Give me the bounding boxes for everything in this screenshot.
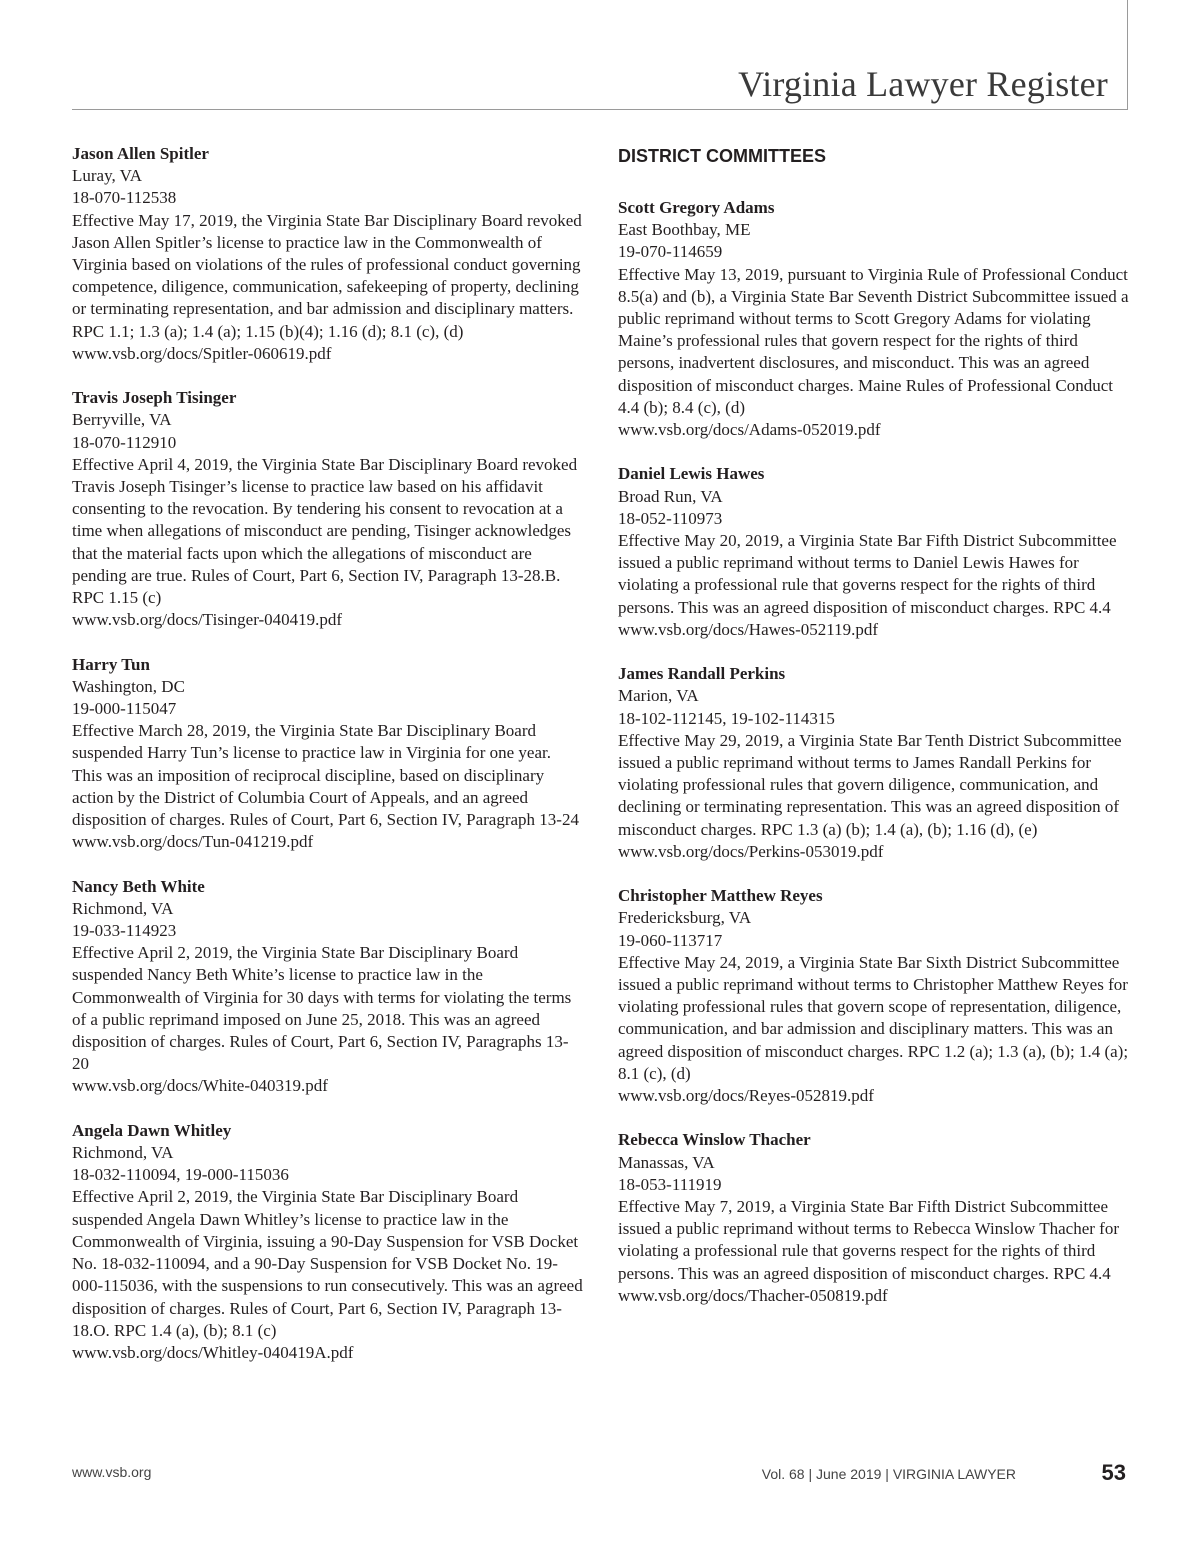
attorney-location: Berryville, VA: [72, 410, 172, 430]
docket-number: 18-032-110094, 19-000-115036: [72, 1165, 289, 1185]
disciplinary-entry: [618, 463, 1130, 641]
footer-website[interactable]: www.vsb.org: [72, 1464, 152, 1480]
attorney-name: Rebecca Winslow Thacher: [618, 1130, 811, 1150]
docket-number: 18-102-112145, 19-102-114315: [618, 708, 835, 728]
attorney-name: Christopher Matthew Reyes: [618, 886, 823, 906]
entry-body: Effective May 20, 2019, a Virginia State Bar Fifth District Subcommittee issued a public reprimand without terms to Daniel Lewis Hawes for violating a professional rule that governs respect for the rights of third persons. This was an agreed disposition of misconduct charges. RPC 4.4: [618, 531, 1117, 617]
entry-body: Effective May 7, 2019, a Virginia State Bar Fifth District Subcommittee issued a public reprimand without terms to Rebecca Winslow Thacher for violating a professional rule that governs respect for the rights of third persons. This was an agreed disposition of misconduct charges. RPC 4.4: [618, 1197, 1119, 1283]
document-link[interactable]: www.vsb.org/docs/Whitley-040419A.pdf: [72, 1342, 354, 1362]
header-horizontal-rule: [72, 109, 1128, 110]
docket-number: 18-070-112910: [72, 432, 177, 452]
disciplinary-entry: [618, 663, 1130, 863]
disciplinary-entry: [618, 197, 1130, 441]
left-column: [72, 143, 584, 1386]
attorney-location: East Boothbay, ME: [618, 220, 751, 240]
entry-body: Effective May 13, 2019, pursuant to Virginia Rule of Professional Conduct 8.5(a) and (b), a Virginia State Bar Seventh District Subcommittee issued a public reprimand without terms to Scott Gregory Adams for violating Maine’s professional rules that govern respect for the rights of third persons, inadvertent disclosures, and misconduct. This was an agreed disposition of misconduct charges. Maine Rules of Professional Conduct 4.4 (b); 8.4 (c), (d): [618, 264, 1129, 417]
section-heading: DISTRICT COMMITTEES: [618, 146, 826, 166]
document-link[interactable]: www.vsb.org/docs/Adams-052019.pdf: [618, 420, 881, 440]
document-link[interactable]: www.vsb.org/docs/Tun-041219.pdf: [72, 832, 314, 852]
entry-body: Effective May 29, 2019, a Virginia State Bar Tenth District Subcommittee issued a public reprimand without terms to James Randall Perkins for violating professional rules that govern diligence, communication, and declining or terminating representation. This was an agreed disposition of misconduct charges. RPC 1.3 (a) (b); 1.4 (a), (b); 1.16 (d), (e): [618, 730, 1122, 839]
document-link[interactable]: www.vsb.org/docs/Thacher-050819.pdf: [618, 1285, 888, 1305]
entry-body: Effective May 24, 2019, a Virginia State Bar Sixth District Subcommittee issued a public reprimand without terms to Christopher Matthew Reyes for violating professional rules that govern scope of representation, diligence, communication, and bar admission and disciplinary matters. This was an agreed disposition of misconduct charges. RPC 1.2 (a); 1.3 (a), (b); 1.4 (a); 8.1 (c), (d): [618, 952, 1129, 1083]
entry-body: Effective April 2, 2019, the Virginia State Bar Disciplinary Board suspended Angela Dawn Whitley’s license to practice law in the Commonwealth of Virginia, issuing a 90-Day Suspension for VSB Docket No. 18-032-110094, and a 90-Day Suspension for VSB Docket No. 19-000-115036, with the suspensions to run consecutively. This was an agreed disposition of charges. Rules of Court, Part 6, Section IV, Paragraph 13-18.O. RPC 1.4 (a), (b); 8.1 (c): [72, 1187, 583, 1340]
entry-body: Effective April 4, 2019, the Virginia State Bar Disciplinary Board revoked Travis Joseph Tisinger’s license to practice law based on his affidavit consenting to the revocation. By tendering his consent to revocation at a time when allegations of misconduct are pending, Tisinger acknowledges that the material facts upon which the allegations of misconduct are pending are true. Rules of Court, Part 6, Section IV, Paragraph 13-28.B. RPC 1.15 (c): [72, 454, 578, 608]
document-link[interactable]: www.vsb.org/docs/White-040319.pdf: [72, 1076, 328, 1096]
attorney-location: Fredericksburg, VA: [618, 908, 752, 928]
docket-number: 19-070-114659: [618, 242, 723, 262]
attorney-name: Jason Allen Spitler: [72, 144, 209, 163]
disciplinary-entry: [72, 143, 584, 365]
docket-number: 18-052-110973: [618, 508, 723, 528]
document-link[interactable]: www.vsb.org/docs/Reyes-052819.pdf: [618, 1086, 874, 1106]
disciplinary-entry: [72, 1120, 584, 1364]
attorney-location: Luray, VA: [72, 166, 143, 186]
entry-body: Effective March 28, 2019, the Virginia State Bar Disciplinary Board suspended Harry Tun’s license to practice law in Virginia for one year. This was an imposition of reciprocal discipline, based on disciplinary action by the District of Columbia Court of Appeals, and an agreed disposition of charges. Rules of Court, Part 6, Section IV, Paragraph 13-24: [72, 721, 579, 830]
header-vertical-rule: [1127, 0, 1128, 110]
entry-body: Effective April 2, 2019, the Virginia State Bar Disciplinary Board suspended Nancy Beth White’s license to practice law in the Commonwealth of Virginia for 30 days with terms for violating the terms of a public reprimand imposed on June 25, 2018. This was an agreed disposition of charges. Rules of Court, Part 6, Section IV, Paragraphs 13-20: [72, 943, 572, 1074]
attorney-name: Daniel Lewis Hawes: [618, 464, 765, 484]
attorney-location: Manassas, VA: [618, 1152, 715, 1172]
attorney-name: Angela Dawn Whitley: [72, 1120, 232, 1140]
document-link[interactable]: www.vsb.org/docs/Spitler-060619.pdf: [72, 343, 332, 363]
docket-number: 19-033-114923: [72, 921, 177, 941]
disciplinary-entry: [618, 885, 1130, 1107]
attorney-name: Nancy Beth White: [72, 876, 205, 896]
docket-number: 18-070-112538: [72, 188, 177, 208]
attorney-location: Richmond, VA: [72, 1143, 174, 1163]
attorney-name: James Randall Perkins: [618, 664, 786, 684]
page-number: 53: [1101, 1460, 1126, 1485]
entry-body: Effective May 17, 2019, the Virginia State Bar Disciplinary Board revoked Jason Allen Spitler’s license to practice law in the Commonwealth of Virginia based on violations of the rules of professional conduct governing competence, diligence, communication, safekeeping of property, declining or terminating representation, and bar admission and disciplinary matters. RPC 1.1; 1.3 (a); 1.4 (a); 1.15 (b)(4); 1.16 (d); 8.1 (c), (d): [72, 210, 582, 341]
disciplinary-entry: [72, 387, 584, 631]
running-head-title: Virginia Lawyer Register: [738, 64, 1108, 104]
attorney-location: Marion, VA: [618, 686, 699, 706]
disciplinary-entry: [618, 1129, 1130, 1307]
attorney-location: Washington, DC: [72, 676, 185, 696]
disciplinary-entry: [72, 654, 584, 854]
attorney-location: Richmond, VA: [72, 898, 174, 918]
footer-issue-info: Vol. 68 | June 2019 | VIRGINIA LAWYER: [761, 1466, 1016, 1482]
document-link[interactable]: www.vsb.org/docs/Hawes-052119.pdf: [618, 619, 879, 639]
docket-number: 19-000-115047: [72, 699, 177, 719]
document-link[interactable]: www.vsb.org/docs/Perkins-053019.pdf: [618, 841, 884, 861]
docket-number: 18-053-111919: [618, 1174, 722, 1194]
attorney-name: Harry Tun: [72, 654, 150, 674]
document-link[interactable]: www.vsb.org/docs/Tisinger-040419.pdf: [72, 610, 343, 630]
right-column: [618, 143, 1130, 1329]
attorney-name: Scott Gregory Adams: [618, 198, 775, 217]
attorney-name: Travis Joseph Tisinger: [72, 388, 237, 408]
disciplinary-entry: [72, 876, 584, 1098]
attorney-location: Broad Run, VA: [618, 486, 723, 506]
docket-number: 19-060-113717: [618, 930, 723, 950]
